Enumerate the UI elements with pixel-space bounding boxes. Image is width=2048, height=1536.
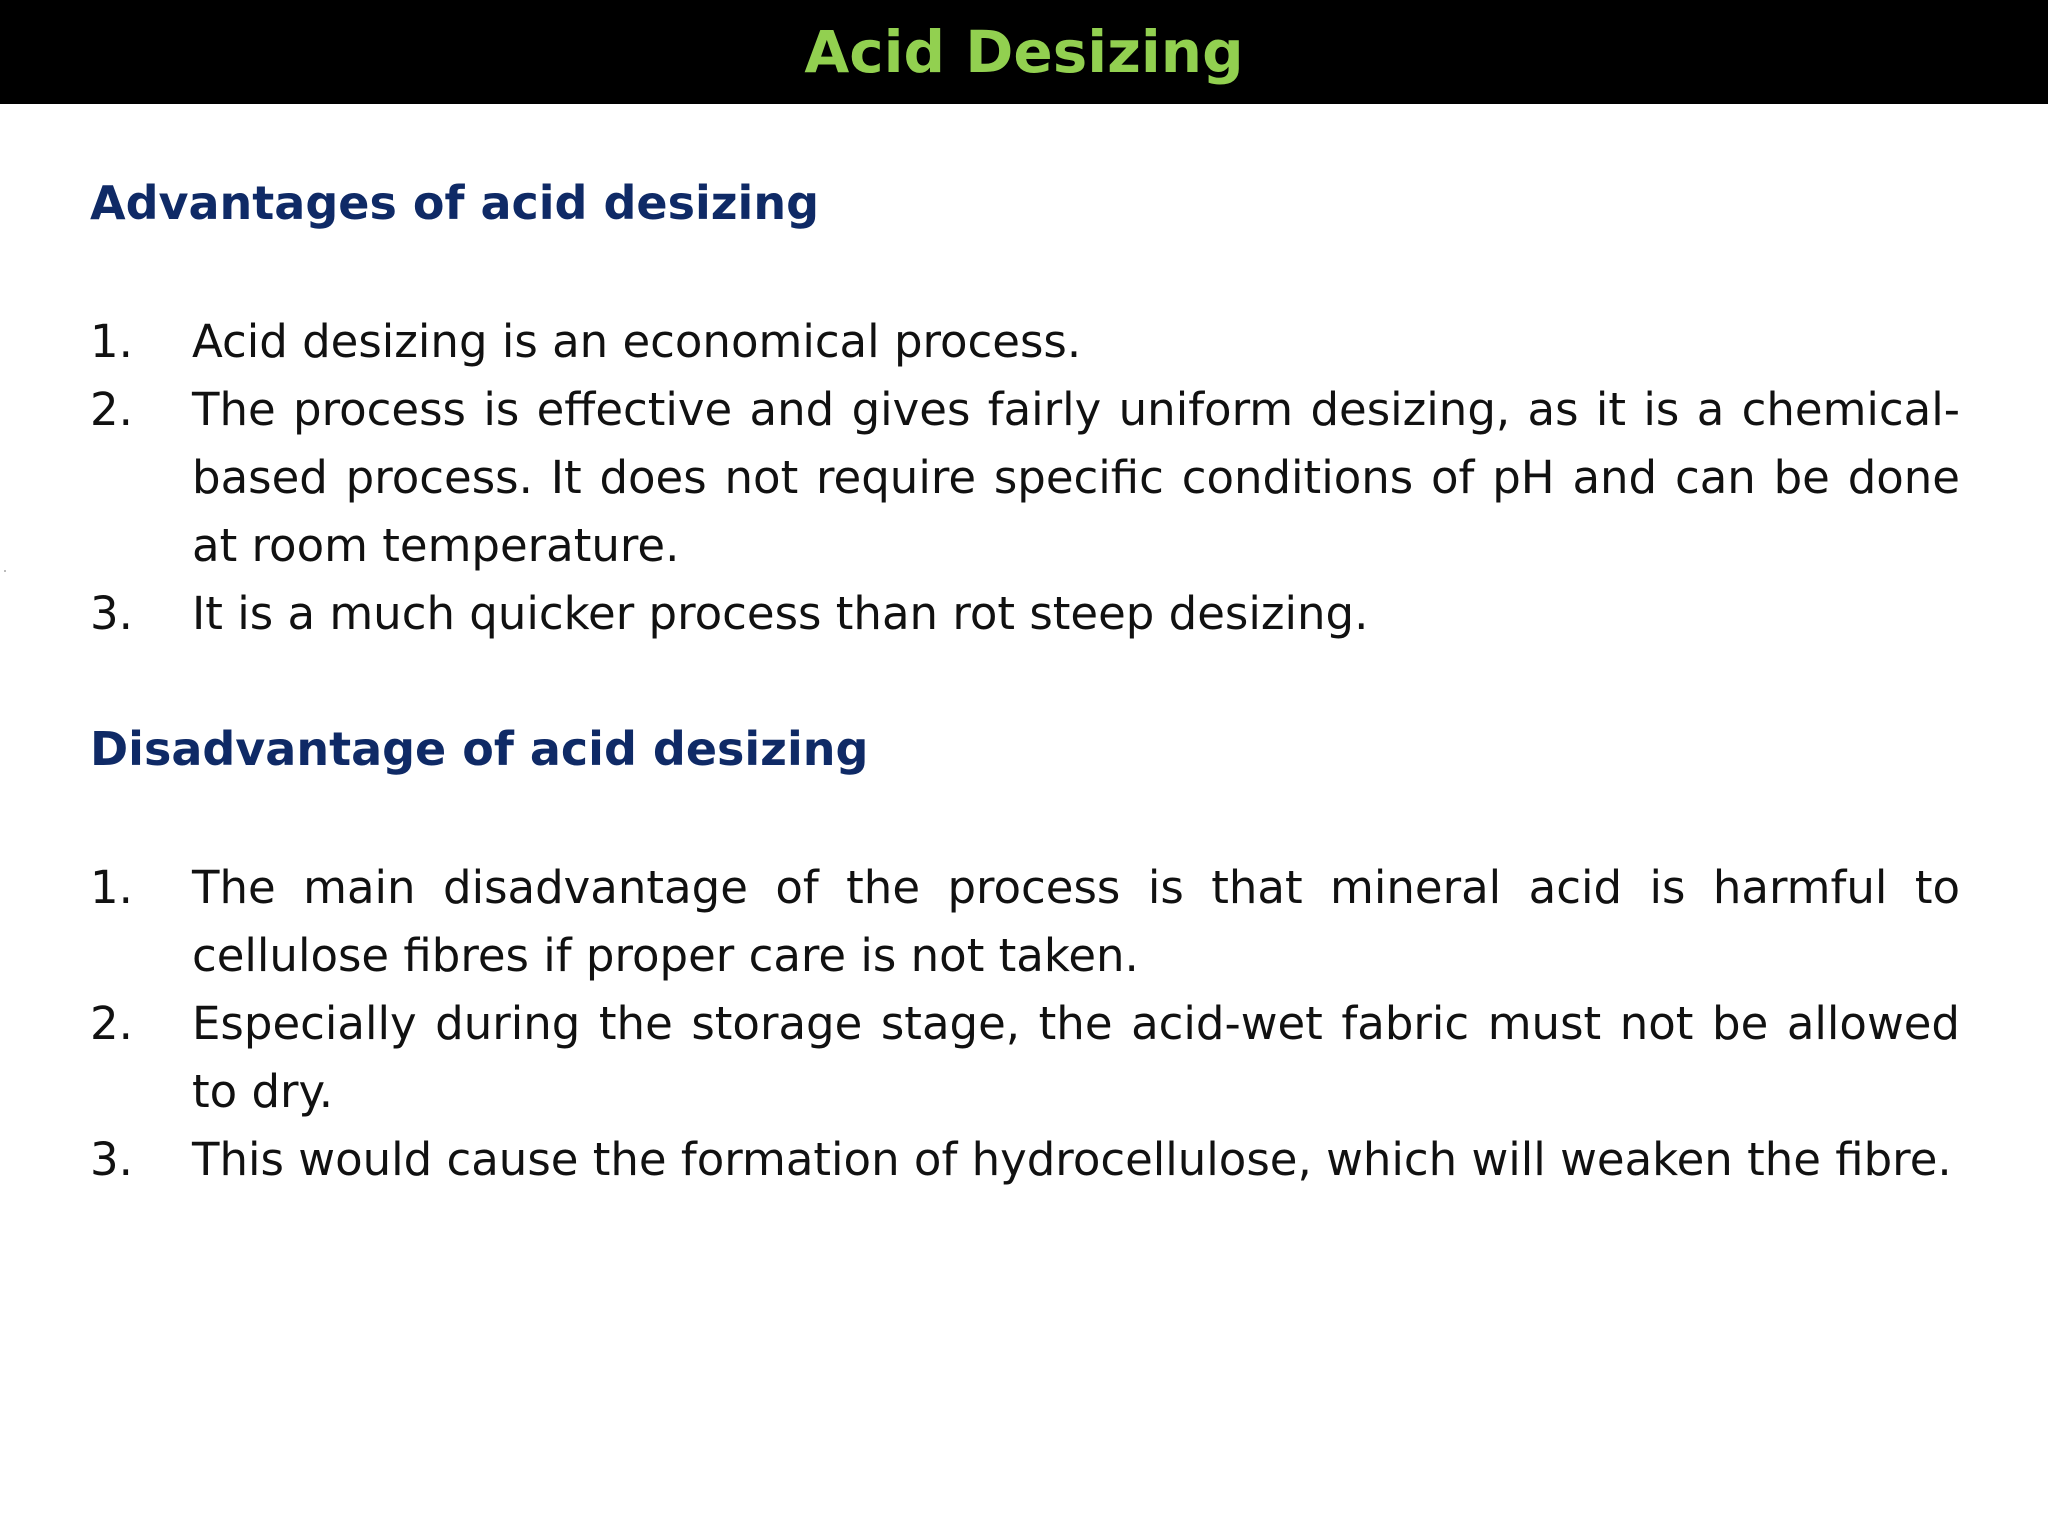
list-item-number: 1.	[90, 861, 133, 914]
title-bar	[0, 0, 2048, 104]
list-item	[90, 308, 1960, 376]
list-item-number: 2.	[90, 383, 133, 436]
list-item	[90, 376, 1960, 580]
list-item-text: The process is effective and gives fairly uniform desizing, as it is a chemical-based process. It does not require specific conditions of pH and can be done at room temperature.	[192, 383, 1960, 572]
list-item	[90, 854, 1960, 990]
list-item-number: 3.	[90, 587, 133, 640]
list-item-text: Especially during the storage stage, the acid-wet fabric must not be allowed to dry.	[192, 997, 1960, 1118]
list-item	[90, 580, 1960, 648]
list-item-text: It is a much quicker process than rot steep desizing.	[192, 587, 1369, 640]
decorative-dot	[4, 570, 6, 572]
list-item	[90, 1126, 1960, 1194]
list-item-number: 2.	[90, 997, 133, 1050]
slide-title: Acid Desizing	[804, 18, 1244, 86]
list-item-number: 3.	[90, 1133, 133, 1186]
list-item-number: 1.	[90, 315, 133, 368]
disadvantages-heading: Disadvantage of acid desizing	[90, 722, 869, 776]
advantages-list	[90, 308, 1960, 648]
list-item-text: This would cause the formation of hydrocellulose, which will weaken the fibre.	[192, 1133, 1952, 1186]
list-item	[90, 990, 1960, 1126]
list-item-text: Acid desizing is an economical process.	[192, 315, 1082, 368]
disadvantages-list	[90, 854, 1960, 1194]
list-item-text: The main disadvantage of the process is that mineral acid is harmful to cellulose fibres if proper care is not taken.	[192, 861, 1960, 982]
advantages-heading: Advantages of acid desizing	[90, 176, 819, 230]
